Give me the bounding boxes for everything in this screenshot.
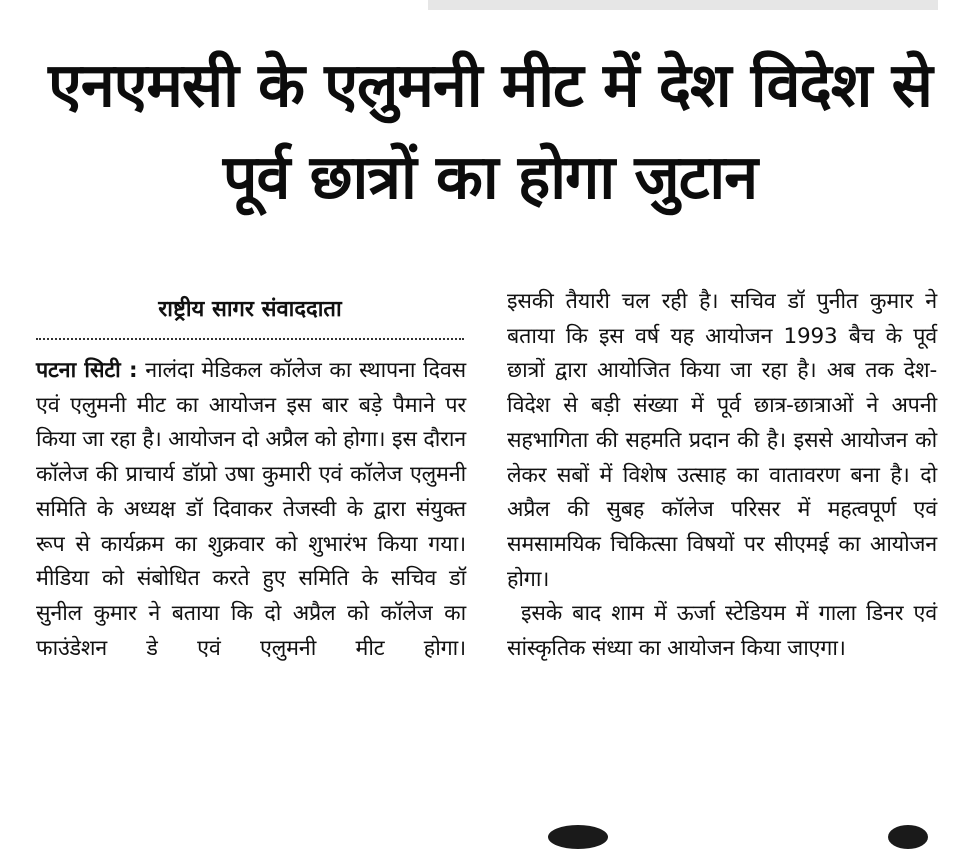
dateline: पटना सिटी : (36, 358, 138, 383)
left-column-body: नालंदा मेडिकल कॉलेज का स्थापना दिवस एवं एलुमनी मीट का आयोजन इस बार बड़े पैमाने पर किया जा रहा है। आयोजन दो अप्रैल को होगा। इस दौरान कॉलेज की प्राचार्य डॉप्रो उषा कुमारी एवं कॉलेज एलुमनी समिति के अध्यक्ष डॉ दिवाकर तेजस्वी के द्वारा संयुक्त रूप से कार्यक्रम का शुक्रवार को शुभारंभ किया गया। मीडिया को संबोधित करते हुए समिति के सचिव डॉ सुनील कुमार ने बताया कि दो अप्रैल को कॉलेज का फाउंडेशन डे एवं एलुमनी मीट होगा। (36, 358, 466, 661)
headline: एनएमसी के एलुमनी मीट में देश विदेश से पूर्व छात्रों का होगा जुटान (48, 50, 932, 213)
top-gray-strip (428, 0, 938, 10)
right-column-paragraph-1: इसकी तैयारी चल रही है। सचिव डॉ पुनीत कुमार ने बताया कि इस वर्ष यह आयोजन 1993 बैच के पूर्व छात्रों द्वारा आयोजित किया जा रहा है। अब तक देश-विदेश से बड़ी संख्या में पूर्व छात्र-छात्राओं ने अपनी सहभागिता की सहमति प्रदान की है। इससे आयोजन को लेकर सबों में विशेष उत्साह का वातावरण बना है। दो अप्रैल की सुबह कॉलेज परिसर में महत्वपूर्ण एवं समसामयिक चिकित्सा विषयों पर सीएमई का आयोजन होगा। (507, 289, 937, 592)
bottom-edge-mark (548, 825, 608, 849)
right-column-paragraph-2: इसके बाद शाम में ऊर्जा स्टेडियम में गाला डिनर एवं सांस्कृतिक संध्या का आयोजन किया जाएगा। (507, 601, 937, 662)
bottom-edge-mark (888, 825, 928, 849)
byline-divider (36, 338, 464, 340)
left-column (36, 354, 466, 666)
right-column (507, 285, 937, 667)
byline: राष्ट्रीय सागर संवाददाता (158, 297, 342, 322)
